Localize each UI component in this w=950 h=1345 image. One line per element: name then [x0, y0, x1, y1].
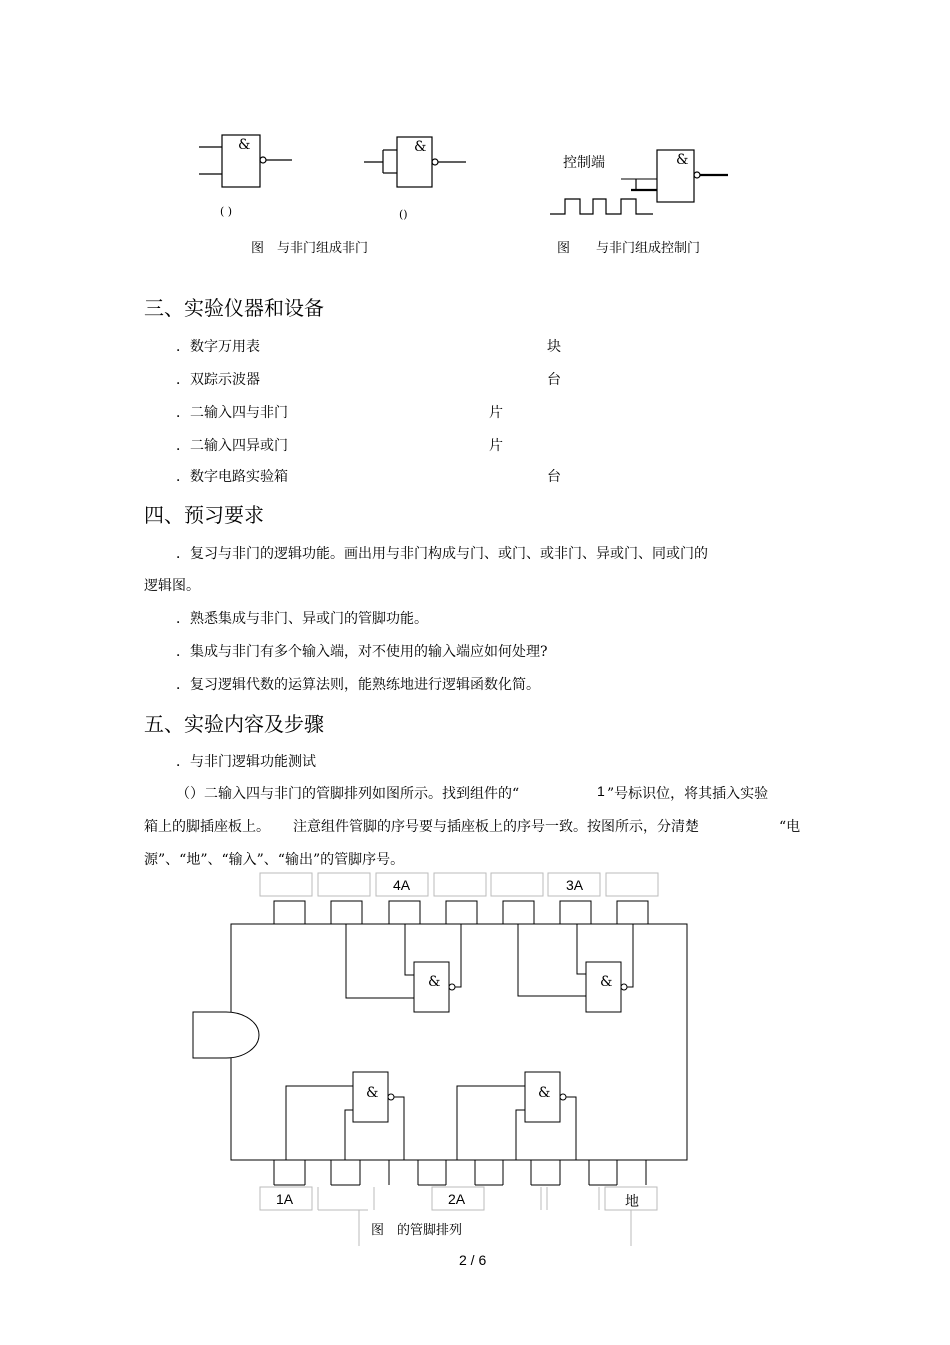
prep-item-3: ．集成与非门有多个输入端，对不使用的输入端应如何处理?: [176, 644, 548, 660]
step-1-line2-c: “电: [779, 819, 801, 835]
gate-symbol-1: &: [366, 1085, 379, 1101]
equipment-unit: 片: [489, 438, 503, 454]
subfigure-b-label: (): [399, 208, 408, 221]
gate-symbol-3: &: [600, 974, 613, 990]
step-1-text-cont: ”号标识位，将其插入实验: [607, 786, 769, 802]
gate-symbol-a: &: [238, 137, 251, 153]
chip-caption: 图 的管脚排列: [371, 1223, 463, 1238]
gate-symbol-c: &: [676, 152, 689, 168]
gate-symbol-4: &: [428, 974, 441, 990]
caption-nand-as-not: 图 与非门组成非门: [251, 241, 369, 256]
equipment-item: ．二输入四异或门: [176, 438, 288, 454]
section5-heading: 五、实验内容及步骤: [144, 712, 324, 736]
pin-top: [503, 901, 534, 924]
pin-label-4a: 4A: [393, 877, 411, 893]
prep-item-1-cont: 逻辑图。: [144, 578, 200, 594]
equipment-unit: 块: [547, 339, 561, 355]
pin-label-2a: 2A: [448, 1191, 466, 1207]
step-1-title: ．与非门逻辑功能测试: [176, 754, 316, 770]
pin-top: [560, 901, 591, 924]
prep-item-1: ．复习与非门的逻辑功能。画出用与非门构成与门、或门、或非门、异或门、同或门的: [176, 546, 708, 562]
step-1-line3: 源”、“地”、“输入”、“输出”的管脚序号。: [144, 852, 405, 868]
pin-top: [389, 901, 420, 924]
pin-label-3a: 3A: [566, 877, 584, 893]
pin-label-1a: 1A: [276, 1191, 294, 1207]
equipment-unit: 片: [489, 405, 503, 421]
pin-label-ground: 地: [625, 1194, 639, 1210]
prep-item-2: ．熟悉集成与非门、异或门的管脚功能。: [176, 611, 428, 627]
gate-symbol-b: &: [414, 139, 427, 155]
equipment-item: ．数字电路实验箱: [176, 469, 288, 485]
section3-heading: 三、实验仪器和设备: [144, 296, 324, 320]
equipment-item: ．二输入四与非门: [176, 405, 288, 421]
caption-nand-control-gate: 图 与非门组成控制门: [557, 241, 701, 256]
page-number: 2 / 6: [459, 1252, 487, 1268]
prep-item-4: ．复习逻辑代数的运算法则，能熟练地进行逻辑函数化简。: [176, 677, 540, 693]
step-1-text: （）二输入四与非门的管脚排列如图所示。找到组件的“: [176, 786, 520, 802]
subfigure-a-label: ( ): [220, 205, 233, 218]
pin-top: [331, 901, 362, 924]
chip-body: [231, 924, 687, 1160]
step-1-line2-a: 箱上的脚插座板上。: [144, 819, 270, 835]
pin-top: [617, 901, 648, 924]
pin-top: [446, 901, 477, 924]
pin1-marker-text: 1: [597, 783, 605, 799]
gate-symbol-2: &: [538, 1085, 551, 1101]
equipment-item: ．数字万用表: [176, 339, 260, 355]
control-terminal-label: 控制端: [563, 155, 605, 171]
pin-top: [274, 901, 305, 924]
chip-notch: [193, 1012, 259, 1058]
step-1-line2-b: 注意组件管脚的序号要与插座板上的序号一致。按图所示，分清楚: [293, 819, 699, 835]
equipment-unit: 台: [547, 372, 561, 388]
equipment-item: ．双踪示波器: [176, 372, 260, 388]
equipment-unit: 台: [547, 469, 561, 485]
section4-heading: 四、预习要求: [144, 503, 264, 527]
